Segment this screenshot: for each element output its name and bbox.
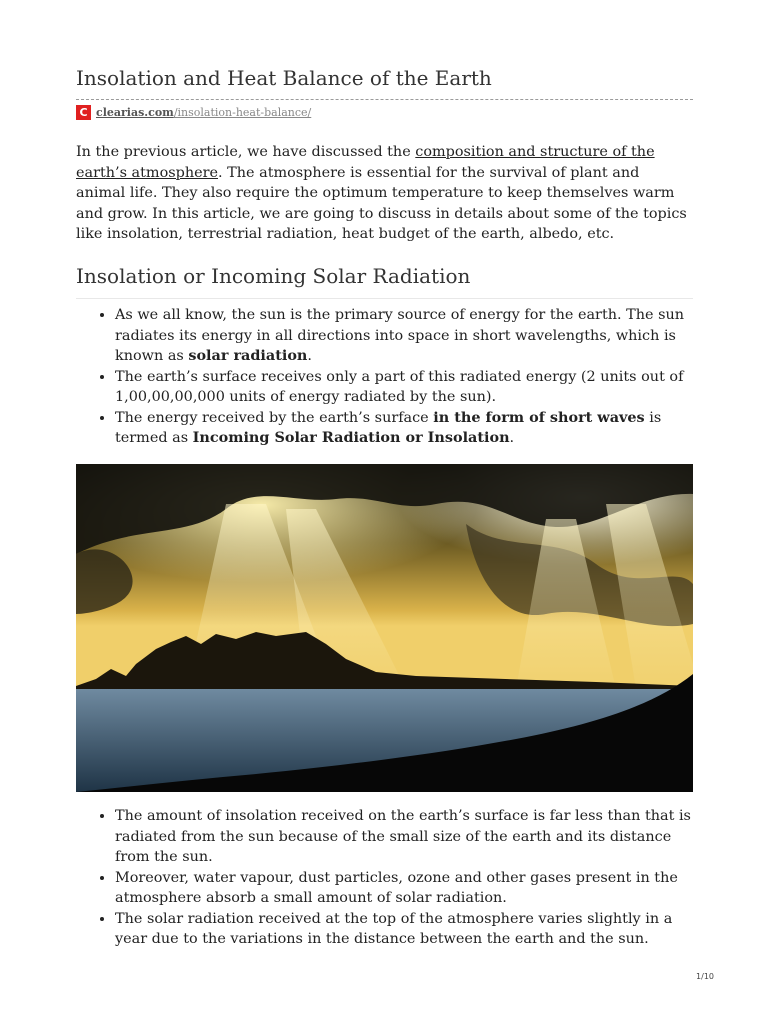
title-divider [76,99,693,100]
page-title: Insolation and Heat Balance of the Earth [76,66,492,90]
sun-rays-photo [76,464,693,792]
intro-paragraph [76,142,693,245]
list-item: • Moreover, water vapour, dust particles, ozone and other gases present in the atmosphere absorb a small amount of solar radiation. [115,868,693,909]
source-domain-link[interactable]: clearias.com [96,105,174,119]
list-item-bold: solar radiation [188,347,308,364]
list-item-end: . [307,348,312,364]
section-rule [76,298,693,299]
list-item: • The solar radiation received at the top of the atmosphere varies slightly in a year due to the variations in the distance between the earth and the sun. [115,909,693,950]
list-item: • The amount of insolation received on the earth’s surface is far less than that is radiated from the sun because of the small size of the earth and its distance from the sun. [115,806,693,868]
list-item-text: As we all know, the sun is the primary source of energy for the earth. The sun radiates its energy in all directions into space in short wavelengths, which is known as [115,307,685,364]
intro-text-before: In the previous article, we have discussed the [76,144,416,160]
composition-article-link[interactable]: composition and structure of the earth’s atmosphere [76,144,655,181]
section-heading: Insolation or Incoming Solar Radiation [76,264,471,288]
list-item-bold: in the form of short waves [433,408,645,426]
source-path-link[interactable]: /insolation-heat-balance/ [173,105,312,119]
page-number: 1/10 [696,972,714,981]
list-item [115,305,693,367]
list-item-text: is termed as [115,409,662,446]
list-item-bold: Incoming Solar Radiation or Insolation [192,429,510,446]
list-item-text: The energy received by the earth’s surface [115,409,434,426]
clearias-logo-icon: C [76,105,91,120]
list-item [115,367,693,408]
list-item-text: The earth’s surface receives only a part of this radiated energy (2 units out of 1,00,00,00,000 units of energy radiated by the sun). [115,368,684,405]
insolation-bullet-list [76,305,693,449]
list-item-end: . [509,430,515,446]
insolation-detail-bullet-list [76,806,693,950]
intro-text-after: . The atmosphere is essential for the survival of plant and animal life. They also require the optimum temperature to keep themselves warm and grow. In this article, we are going to discuss in details about some of the topics like insolation, terrestrial radiation, heat budget of the earth, albedo, etc. [76,164,687,242]
source-line [76,104,311,120]
list-item [115,408,693,449]
